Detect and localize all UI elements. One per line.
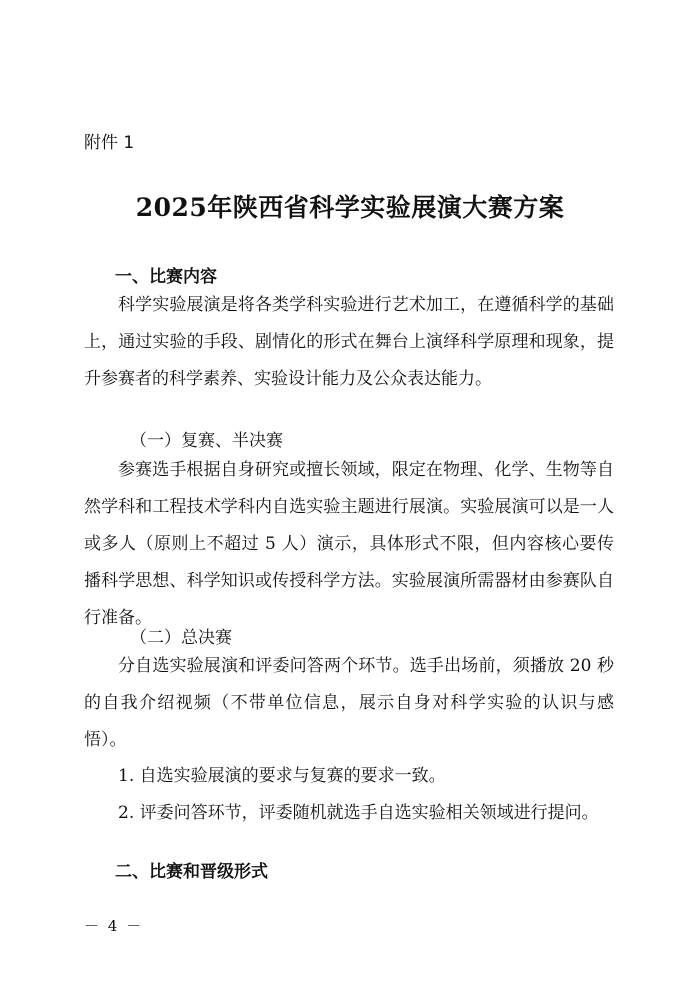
list-item-final-2: 2. 评委问答环节，评委随机就选手自选实验相关领域进行提问。 bbox=[118, 803, 599, 823]
paragraph-intro: 科学实验展演是将各类学科实验进行艺术加工，在遵循科学的基础上，通过实验的手段、剧情化的形式在舞台上演绎科学原理和现象，提升参赛者的科学素养、实验设计能力及公众表达能力。 bbox=[84, 295, 614, 389]
section-heading-competition-content: 一、比赛内容 bbox=[115, 267, 217, 287]
document-title: 2025年陕西省科学实验展演大赛方案 bbox=[135, 193, 565, 222]
paragraph-final: 分自选实验展演和评委问答两个环节。选手出场前，须播放 20 秒的自我介绍视频（不带单位信息，展示自身对科学实验的认识与感悟）。 bbox=[84, 656, 614, 750]
section-heading-format: 二、比赛和晋级形式 bbox=[115, 862, 268, 882]
list-item-final-1: 1. 自选实验展演的要求与复赛的要求一致。 bbox=[118, 766, 446, 786]
page-number: － 4 － bbox=[84, 917, 144, 935]
subsection-heading-rematch: （一）复赛、半决赛 bbox=[130, 431, 283, 451]
paragraph-rematch: 参赛选手根据自身研究或擅长领域，限定在物理、化学、生物等自然学科和工程技术学科内自选实验主题进行展演。实验展演可以是一人或多人（原则上不超过 5 人）演示，具体形式不限，但内容核心要传播科学思想、科学知识或传授科学方法。实验展演所需器材由参赛队自行准备。 bbox=[84, 460, 614, 628]
subsection-heading-final: （二）总决赛 bbox=[130, 628, 232, 648]
attachment-label: 附件 1 bbox=[84, 133, 135, 153]
